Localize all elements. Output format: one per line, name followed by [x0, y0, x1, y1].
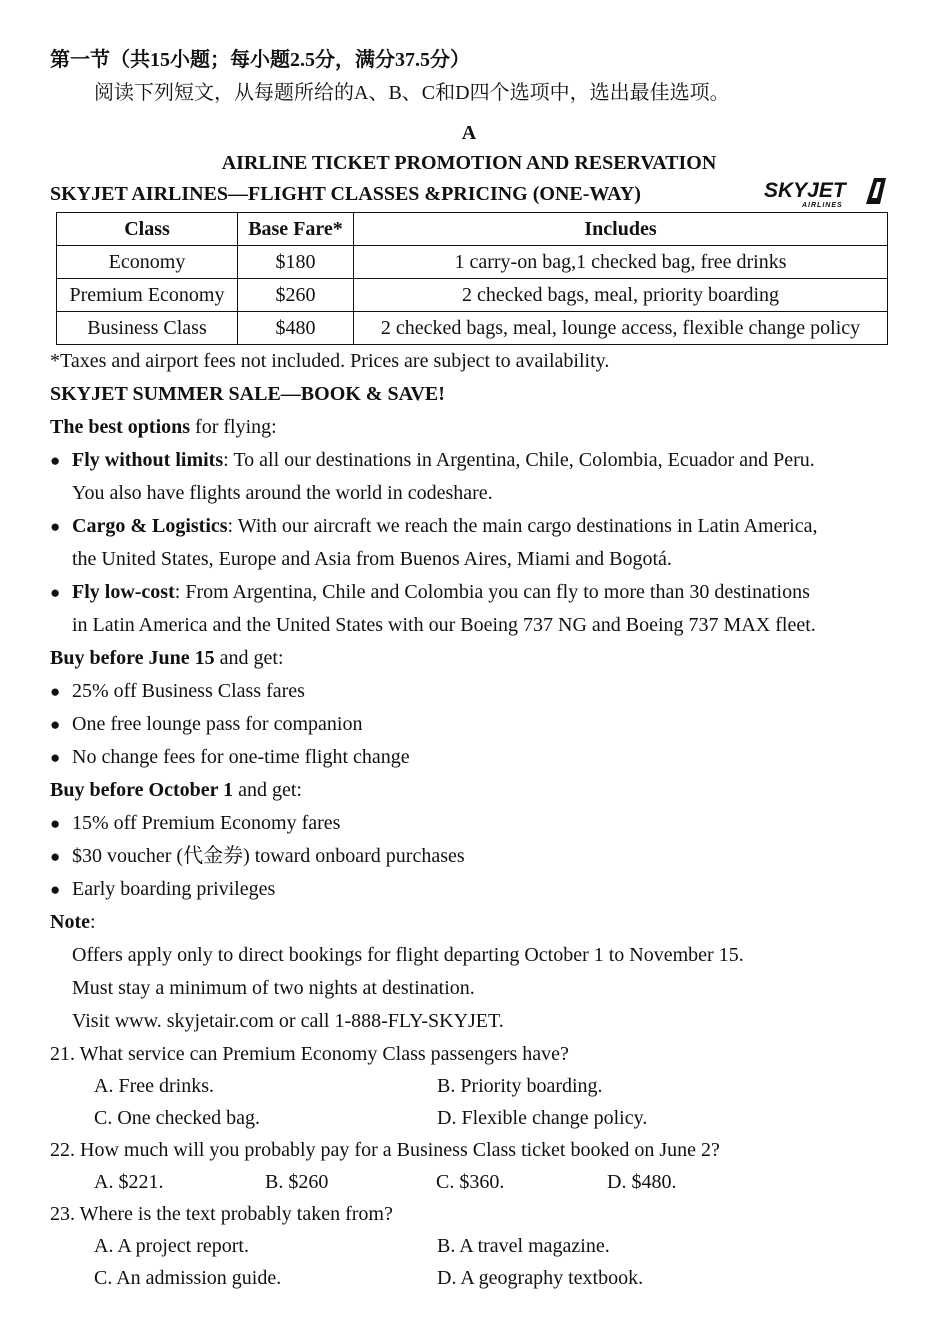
col-includes: Includes	[354, 213, 888, 246]
option-title: Fly without limits	[72, 449, 224, 471]
col-class: Class	[57, 213, 238, 246]
sale-heading: SKYJET SUMMER SALE—BOOK & SAVE!	[50, 383, 445, 405]
best-options-heading	[50, 411, 888, 444]
best-options-rest: for flying:	[190, 416, 277, 438]
list-item: ● Early boarding privileges	[50, 873, 888, 906]
question-options	[50, 1230, 888, 1262]
skyjet-logo	[762, 174, 892, 210]
list-item: ● One free lounge pass for companion	[50, 708, 888, 741]
table-row	[57, 279, 888, 312]
answer-option[interactable]: B. Priority boarding.	[437, 1075, 603, 1097]
logo-sub: AIRLINES	[802, 202, 843, 209]
list-item	[50, 576, 888, 609]
june-rest: and get:	[214, 647, 284, 669]
fares-table	[56, 212, 888, 345]
list-item: ● $30 voucher (代金券) toward onboard purchases	[50, 840, 888, 873]
june-bold: Buy before June 15	[50, 647, 215, 669]
list-item	[50, 510, 888, 543]
table-header-row	[57, 213, 888, 246]
october-bold: Buy before October 1	[50, 779, 234, 801]
answer-option[interactable]: D. A geography textbook.	[437, 1267, 644, 1289]
option-title: Cargo & Logistics	[72, 515, 228, 537]
option-continuation: in Latin America and the United States with our Boeing 737 NG and Boeing 737 MAX fleet.	[72, 614, 816, 636]
table-row	[57, 246, 888, 279]
answer-option[interactable]: B. $260	[265, 1171, 329, 1193]
list-item: ● No change fees for one-time flight change	[50, 741, 888, 774]
question-options	[50, 1262, 888, 1294]
pricing-heading: SKYJET AIRLINES—FLIGHT CLASSES &PRICING (ONE-WAY)	[50, 183, 641, 205]
option-title: Fly low-cost	[72, 581, 175, 603]
option-text: : From Argentina, Chile and Colombia you can fly to more than 30 destinations	[174, 581, 810, 603]
cell: Premium Economy	[57, 279, 238, 312]
note-label: Note	[50, 911, 90, 933]
answer-option[interactable]: C. One checked bag.	[94, 1107, 261, 1129]
option-text: : With our aircraft we reach the main cargo destinations in Latin America,	[227, 515, 818, 537]
option-continuation: the United States, Europe and Asia from Buenos Aires, Miami and Bogotá.	[72, 548, 672, 570]
cell: $180	[238, 246, 354, 279]
cell: 1 carry-on bag,1 checked bag, free drinks	[354, 246, 888, 279]
answer-option[interactable]: A. Free drinks.	[94, 1075, 214, 1097]
cell: Business Class	[57, 312, 238, 345]
question-options	[50, 1070, 888, 1102]
cell: $260	[238, 279, 354, 312]
passage-title: AIRLINE TICKET PROMOTION AND RESERVATION	[221, 152, 717, 174]
note-heading	[50, 906, 888, 939]
cell: $480	[238, 312, 354, 345]
option-continuation: You also have flights around the world in codeshare.	[72, 482, 493, 504]
note-line: Must stay a minimum of two nights at destination.	[72, 977, 475, 999]
note-colon: :	[89, 911, 96, 933]
cell: Economy	[57, 246, 238, 279]
cell: 2 checked bags, meal, lounge access, flexible change policy	[354, 312, 888, 345]
cell: 2 checked bags, meal, priority boarding	[354, 279, 888, 312]
col-base-fare: Base Fare*	[238, 213, 354, 246]
footnote: *Taxes and airport fees not included. Prices are subject to availability.	[50, 350, 610, 372]
june-heading	[50, 642, 888, 675]
october-heading	[50, 774, 888, 807]
tail-fin-icon	[866, 178, 886, 204]
answer-option[interactable]: D. Flexible change policy.	[437, 1107, 648, 1129]
october-rest: and get:	[233, 779, 302, 801]
option-text: : To all our destinations in Argentina, Chile, Colombia, Ecuador and Peru.	[223, 449, 815, 471]
section-header: 第一节（共15小题；每小题2.5分，满分37.5分）	[50, 49, 470, 71]
list-item: ● 25% off Business Class fares	[50, 675, 888, 708]
question-options	[50, 1166, 888, 1198]
answer-option[interactable]: B. A travel magazine.	[437, 1235, 610, 1257]
question-stem: 22. How much will you probably pay for a Business Class ticket booked on June 2?	[50, 1139, 720, 1161]
answer-option[interactable]: C. An admission guide.	[94, 1267, 282, 1289]
answer-option[interactable]: C. $360.	[436, 1171, 505, 1193]
instruction: 阅读下列短文，从每题所给的A、B、C和D四个选项中，选出最佳选项。	[94, 82, 730, 104]
note-line: Offers apply only to direct bookings for flight departing October 1 to November 15.	[72, 944, 744, 966]
table-row	[57, 312, 888, 345]
answer-option[interactable]: A. A project report.	[94, 1235, 249, 1257]
question-stem: 23. Where is the text probably taken from?	[50, 1203, 393, 1225]
passage-letter: A	[461, 122, 477, 144]
answer-option[interactable]: A. $221.	[94, 1171, 164, 1193]
list-item: ● 15% off Premium Economy fares	[50, 807, 888, 840]
question-stem: 21. What service can Premium Economy Class passengers have?	[50, 1043, 569, 1065]
pricing-heading-row	[50, 178, 888, 210]
best-options-bold: The best options	[50, 416, 191, 438]
answer-option[interactable]: D. $480.	[607, 1171, 677, 1193]
logo-brand: SKYJET	[764, 179, 846, 202]
note-line: Visit www. skyjetair.com or call 1-888-FLY-SKYJET.	[72, 1010, 504, 1032]
list-item	[50, 444, 888, 477]
question-options	[50, 1102, 888, 1134]
